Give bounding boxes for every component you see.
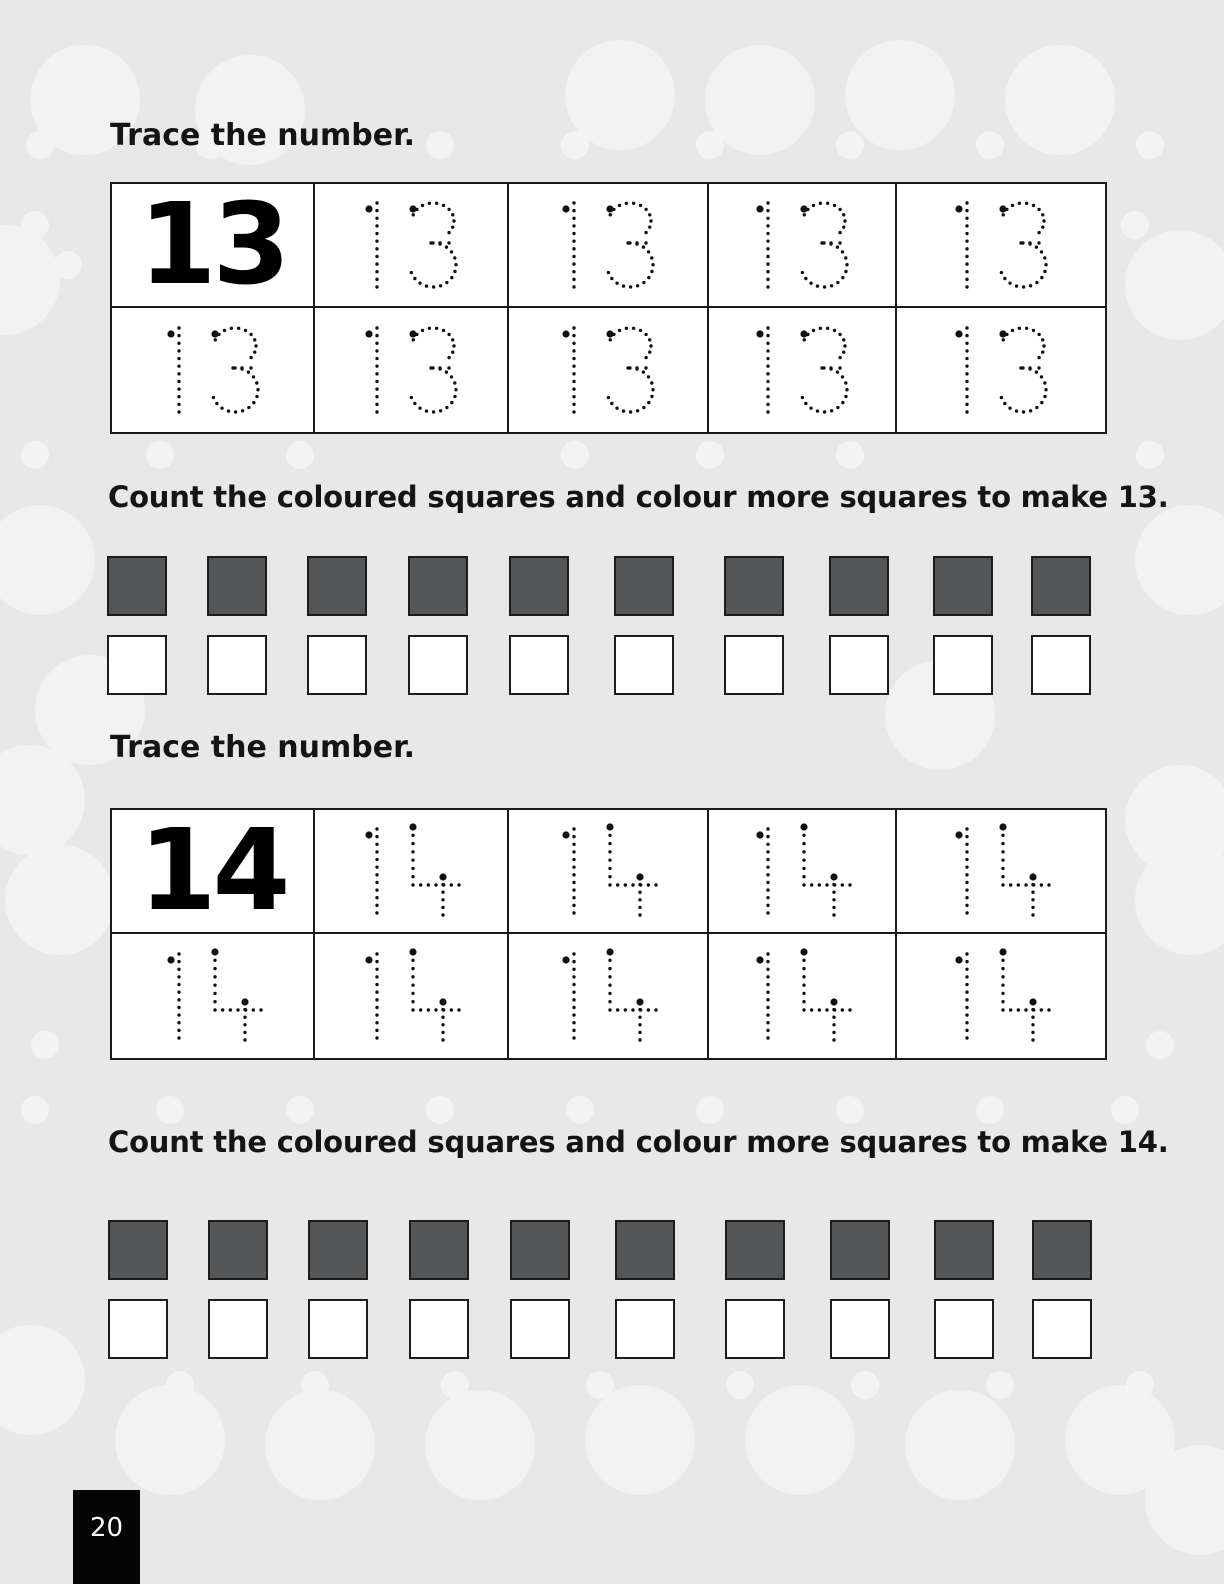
filled-squares-row-14 [0, 1220, 1224, 1280]
coloured-square [724, 556, 784, 616]
coloured-square [829, 556, 889, 616]
trace-cell [709, 308, 897, 432]
model-number: 14 [138, 810, 287, 934]
trace-grid-13 [110, 182, 1107, 434]
coloured-square [208, 1220, 268, 1280]
empty-square[interactable] [208, 1299, 268, 1359]
count-heading-14: Count the coloured squares and colour more squares to make 14. [108, 1125, 1169, 1159]
empty-square[interactable] [510, 1299, 570, 1359]
trace-cell [112, 308, 315, 432]
dotted-number-14 [742, 946, 862, 1046]
dotted-number-13 [351, 195, 471, 295]
dotted-number-14 [941, 946, 1061, 1046]
trace-cell [509, 810, 709, 934]
dotted-number-13 [548, 320, 668, 420]
dotted-number-13 [548, 195, 668, 295]
empty-square[interactable] [207, 635, 267, 695]
coloured-square [614, 556, 674, 616]
dotted-number-13 [153, 320, 273, 420]
trace-heading-13: Trace the number. [110, 118, 415, 153]
empty-square[interactable] [107, 635, 167, 695]
trace-cell [509, 934, 709, 1058]
empty-square[interactable] [934, 1299, 994, 1359]
trace-cell [509, 308, 709, 432]
coloured-square [308, 1220, 368, 1280]
trace-cell [709, 934, 897, 1058]
trace-cell [709, 184, 897, 308]
coloured-square [509, 556, 569, 616]
model-number: 13 [138, 184, 287, 308]
trace-cell [709, 810, 897, 934]
coloured-square [408, 556, 468, 616]
empty-square[interactable] [307, 635, 367, 695]
empty-square[interactable] [830, 1299, 890, 1359]
empty-square[interactable] [1031, 635, 1091, 695]
dotted-number-14 [941, 821, 1061, 921]
model-number-cell [112, 810, 315, 934]
trace-cell [315, 184, 509, 308]
coloured-square [207, 556, 267, 616]
trace-cell [897, 810, 1105, 934]
coloured-square [409, 1220, 469, 1280]
empty-square[interactable] [108, 1299, 168, 1359]
empty-square[interactable] [614, 635, 674, 695]
empty-square[interactable] [1032, 1299, 1092, 1359]
coloured-square [108, 1220, 168, 1280]
empty-square[interactable] [933, 635, 993, 695]
trace-cell [315, 934, 509, 1058]
coloured-square [933, 556, 993, 616]
coloured-square [830, 1220, 890, 1280]
dotted-number-13 [941, 195, 1061, 295]
coloured-square [725, 1220, 785, 1280]
dotted-number-14 [742, 821, 862, 921]
trace-cell [897, 184, 1105, 308]
trace-cell [315, 308, 509, 432]
dotted-number-14 [153, 946, 273, 1046]
coloured-square [934, 1220, 994, 1280]
dotted-number-14 [548, 821, 668, 921]
coloured-square [107, 556, 167, 616]
empty-square[interactable] [829, 635, 889, 695]
coloured-square [510, 1220, 570, 1280]
dotted-number-13 [742, 320, 862, 420]
dotted-number-13 [742, 195, 862, 295]
empty-square[interactable] [509, 635, 569, 695]
trace-cell [897, 934, 1105, 1058]
trace-grid-14 [110, 808, 1107, 1060]
empty-square[interactable] [724, 635, 784, 695]
coloured-square [615, 1220, 675, 1280]
empty-squares-row-13 [0, 635, 1224, 695]
trace-cell [315, 810, 509, 934]
dotted-number-14 [548, 946, 668, 1046]
empty-square[interactable] [308, 1299, 368, 1359]
dotted-number-13 [351, 320, 471, 420]
trace-heading-14: Trace the number. [110, 730, 415, 765]
count-heading-13: Count the coloured squares and colour more squares to make 13. [108, 480, 1169, 514]
model-number-cell [112, 184, 315, 308]
coloured-square [1032, 1220, 1092, 1280]
empty-square[interactable] [408, 635, 468, 695]
coloured-square [1031, 556, 1091, 616]
empty-square[interactable] [725, 1299, 785, 1359]
empty-square[interactable] [409, 1299, 469, 1359]
dotted-number-13 [941, 320, 1061, 420]
trace-cell [112, 934, 315, 1058]
trace-cell [509, 184, 709, 308]
coloured-square [307, 556, 367, 616]
empty-squares-row-14 [0, 1299, 1224, 1359]
dotted-number-14 [351, 821, 471, 921]
filled-squares-row-13 [0, 556, 1224, 616]
empty-square[interactable] [615, 1299, 675, 1359]
trace-cell [897, 308, 1105, 432]
page-number: 20 [73, 1490, 140, 1584]
dotted-number-14 [351, 946, 471, 1046]
